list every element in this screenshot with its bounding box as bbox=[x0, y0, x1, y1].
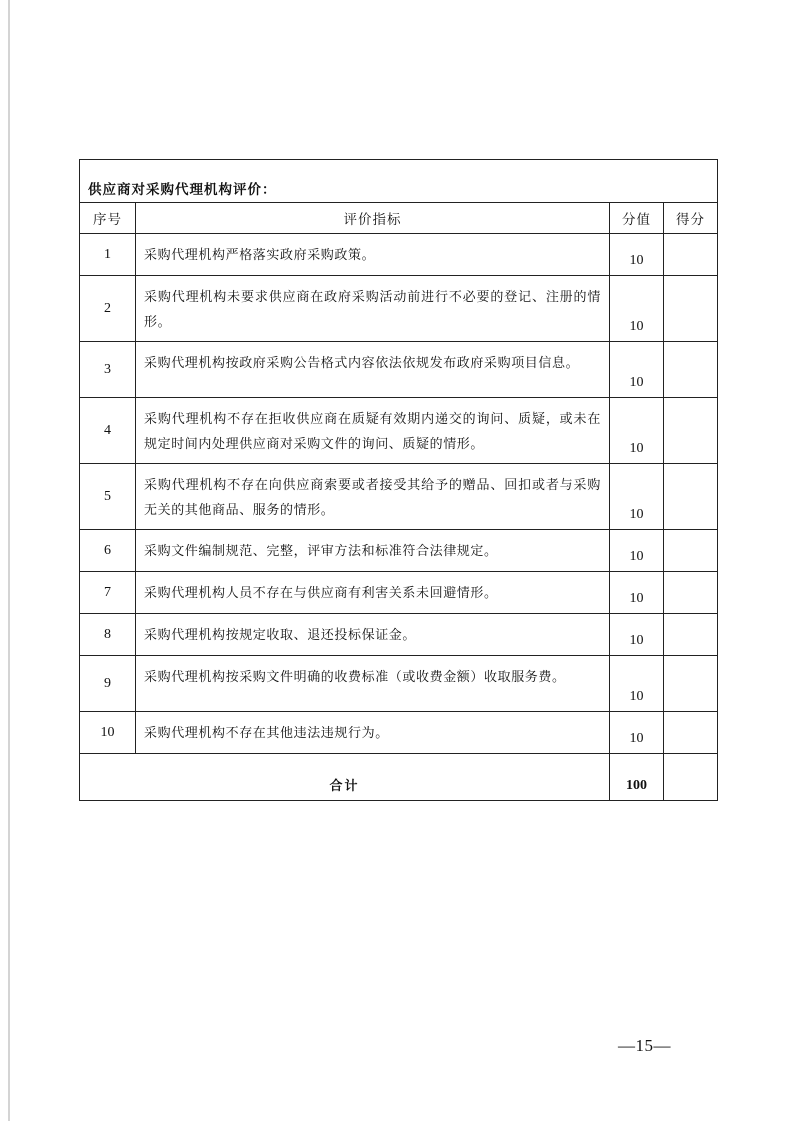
evaluation-table bbox=[79, 159, 718, 801]
row-indicator: 采购代理机构按政府采购公告格式内容依法依规发布政府采购项目信息。 bbox=[136, 342, 610, 398]
row-indicator: 采购代理机构不存在向供应商索要或者接受其给予的赠品、回扣或者与采购无关的其他商品、服务的情形。 bbox=[136, 464, 610, 530]
row-indicator: 采购代理机构严格落实政府采购政策。 bbox=[136, 234, 610, 276]
row-index: 1 bbox=[80, 234, 136, 276]
row-obtained-cell[interactable] bbox=[664, 398, 718, 464]
table-title-row bbox=[80, 160, 718, 203]
table-row bbox=[80, 464, 718, 530]
row-indicator: 采购代理机构不存在拒收供应商在质疑有效期内递交的询问、质疑，或未在规定时间内处理供应商对采购文件的询问、质疑的情形。 bbox=[136, 398, 610, 464]
table-row bbox=[80, 572, 718, 614]
header-indicator: 评价指标 bbox=[136, 203, 610, 234]
total-label: 合计 bbox=[80, 754, 610, 801]
row-index: 7 bbox=[80, 572, 136, 614]
row-score: 10 bbox=[610, 530, 664, 572]
row-indicator: 采购代理机构按规定收取、退还投标保证金。 bbox=[136, 614, 610, 656]
row-obtained-cell[interactable] bbox=[664, 276, 718, 342]
table-title: 供应商对采购代理机构评价： bbox=[80, 160, 718, 203]
row-index: 5 bbox=[80, 464, 136, 530]
row-index: 3 bbox=[80, 342, 136, 398]
table-body bbox=[80, 234, 718, 754]
header-index: 序号 bbox=[80, 203, 136, 234]
row-obtained-cell[interactable] bbox=[664, 614, 718, 656]
row-score: 10 bbox=[610, 712, 664, 754]
header-obtained: 得分 bbox=[664, 203, 718, 234]
row-score: 10 bbox=[610, 572, 664, 614]
row-obtained-cell[interactable] bbox=[664, 656, 718, 712]
row-score: 10 bbox=[610, 276, 664, 342]
table-row bbox=[80, 614, 718, 656]
row-obtained-cell[interactable] bbox=[664, 712, 718, 754]
row-score: 10 bbox=[610, 234, 664, 276]
table-row bbox=[80, 234, 718, 276]
total-row bbox=[80, 754, 718, 801]
total-obtained-cell[interactable] bbox=[664, 754, 718, 801]
row-index: 10 bbox=[80, 712, 136, 754]
row-index: 2 bbox=[80, 276, 136, 342]
row-index: 9 bbox=[80, 656, 136, 712]
row-index: 8 bbox=[80, 614, 136, 656]
row-indicator: 采购代理机构按采购文件明确的收费标准（或收费金额）收取服务费。 bbox=[136, 656, 610, 712]
row-obtained-cell[interactable] bbox=[664, 342, 718, 398]
row-score: 10 bbox=[610, 464, 664, 530]
row-score: 10 bbox=[610, 398, 664, 464]
table-row bbox=[80, 398, 718, 464]
row-score: 10 bbox=[610, 342, 664, 398]
table-row bbox=[80, 656, 718, 712]
table-row bbox=[80, 276, 718, 342]
row-obtained-cell[interactable] bbox=[664, 572, 718, 614]
row-index: 4 bbox=[80, 398, 136, 464]
row-obtained-cell[interactable] bbox=[664, 530, 718, 572]
total-score: 100 bbox=[610, 754, 664, 801]
row-indicator: 采购代理机构人员不存在与供应商有利害关系未回避情形。 bbox=[136, 572, 610, 614]
page-number: —15— bbox=[618, 1036, 671, 1055]
header-score: 分值 bbox=[610, 203, 664, 234]
table-header-row bbox=[80, 203, 718, 234]
row-score: 10 bbox=[610, 656, 664, 712]
row-obtained-cell[interactable] bbox=[664, 464, 718, 530]
table-row bbox=[80, 530, 718, 572]
table-row bbox=[80, 342, 718, 398]
row-index: 6 bbox=[80, 530, 136, 572]
row-score: 10 bbox=[610, 614, 664, 656]
page-edge-shadow bbox=[8, 0, 10, 1121]
table-row bbox=[80, 712, 718, 754]
row-indicator: 采购代理机构未要求供应商在政府采购活动前进行不必要的登记、注册的情形。 bbox=[136, 276, 610, 342]
row-obtained-cell[interactable] bbox=[664, 234, 718, 276]
row-indicator: 采购代理机构不存在其他违法违规行为。 bbox=[136, 712, 610, 754]
row-indicator: 采购文件编制规范、完整，评审方法和标准符合法律规定。 bbox=[136, 530, 610, 572]
